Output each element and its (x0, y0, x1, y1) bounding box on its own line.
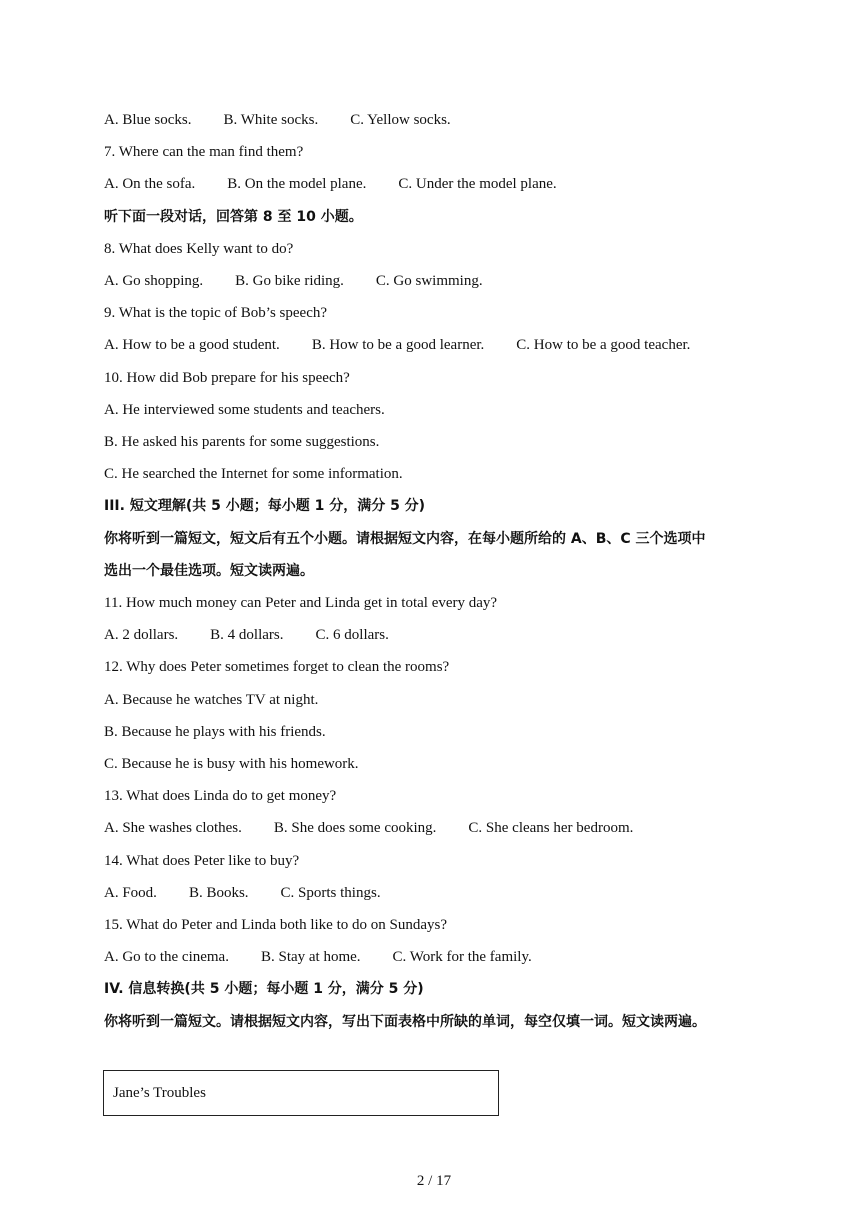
option-line: A. Because he watches TV at night. (104, 691, 319, 708)
option-line: C. He searched the Internet for some information. (104, 466, 403, 483)
option-line: B. Because he plays with his friends. (104, 723, 326, 740)
section-instruction: 你将听到一篇短文。请根据短文内容，写出下面表格中所缺的单词，每空仅填一词。短文读两遍。 (104, 1013, 706, 1030)
option-a: A. Blue socks. (104, 112, 192, 128)
answer-options (104, 110, 451, 130)
page-number: 2 / 17 (416, 1173, 452, 1189)
answer-options (104, 883, 381, 903)
table-title: Jane’s Troubles (113, 1085, 206, 1101)
option-a: A. On the sofa. (104, 176, 196, 193)
answer-options (104, 335, 690, 355)
answer-options (104, 818, 633, 838)
option-b: B. 4 dollars. (210, 627, 284, 644)
question-text: 11. How much money can Peter and Linda get in total every day? (104, 595, 498, 611)
question-text: 13. What does Linda do to get money? (104, 788, 337, 805)
section-instruction: 选出一个最佳选项。短文读两遍。 (104, 562, 314, 579)
option-c: C. Under the model plane. (398, 176, 557, 193)
question-text: 15. What do Peter and Linda both like to do on Sundays? (104, 917, 448, 933)
option-b: B. Go bike riding. (235, 273, 344, 289)
answer-options (104, 271, 483, 291)
question-text: 9. What is the topic of Bob’s speech? (104, 305, 328, 322)
option-c: C. How to be a good teacher. (516, 337, 691, 354)
option-line: A. He interviewed some students and teachers. (104, 401, 385, 418)
answer-options (104, 625, 389, 645)
option-b: B. Stay at home. (260, 949, 361, 966)
question-text: 10. How did Bob prepare for his speech? (104, 369, 350, 386)
option-a: A. Go shopping. (104, 273, 204, 289)
option-b: B. She does some cooking. (273, 820, 437, 837)
option-c: C. Work for the family. (392, 949, 532, 966)
answer-options (104, 947, 532, 967)
option-c: C. Yellow socks. (350, 112, 451, 128)
option-a: A. 2 dollars. (104, 627, 179, 644)
question-text: 8. What does Kelly want to do? (104, 240, 294, 257)
option-b: B. White socks. (223, 112, 319, 128)
option-line: B. He asked his parents for some suggestions. (104, 434, 380, 450)
section-instruction: IV. 信息转换(共 5 小题；每小题 1 分，满分 5 分) (104, 981, 424, 998)
section-instruction: 听下面一段对话，回答第 8 至 10 小题。 (104, 208, 363, 225)
section-instruction: III. 短文理解(共 5 小题；每小题 1 分，满分 5 分) (104, 498, 426, 515)
section-instruction: 你将听到一篇短文，短文后有五个小题。请根据短文内容，在每小题所给的 A、B、C 三个选项中 (104, 530, 706, 547)
option-a: A. Food. (104, 884, 157, 901)
option-b: B. How to be a good learner. (311, 337, 485, 354)
info-table (103, 1070, 499, 1116)
question-text: 14. What does Peter like to buy? (104, 852, 300, 869)
answer-options (104, 174, 557, 194)
option-c: C. She cleans her bedroom. (468, 820, 634, 837)
option-c: C. Sports things. (280, 884, 381, 901)
option-line: C. Because he is busy with his homework. (104, 756, 359, 772)
option-c: C. 6 dollars. (315, 627, 389, 644)
option-c: C. Go swimming. (375, 273, 483, 289)
option-b: B. On the model plane. (227, 176, 367, 193)
option-a: A. She washes clothes. (104, 820, 242, 837)
option-a: A. How to be a good student. (104, 337, 280, 354)
question-text: 12. Why does Peter sometimes forget to clean the rooms? (104, 659, 450, 676)
option-a: A. Go to the cinema. (104, 949, 229, 966)
option-b: B. Books. (188, 884, 249, 901)
question-text: 7. Where can the man find them? (104, 144, 304, 161)
